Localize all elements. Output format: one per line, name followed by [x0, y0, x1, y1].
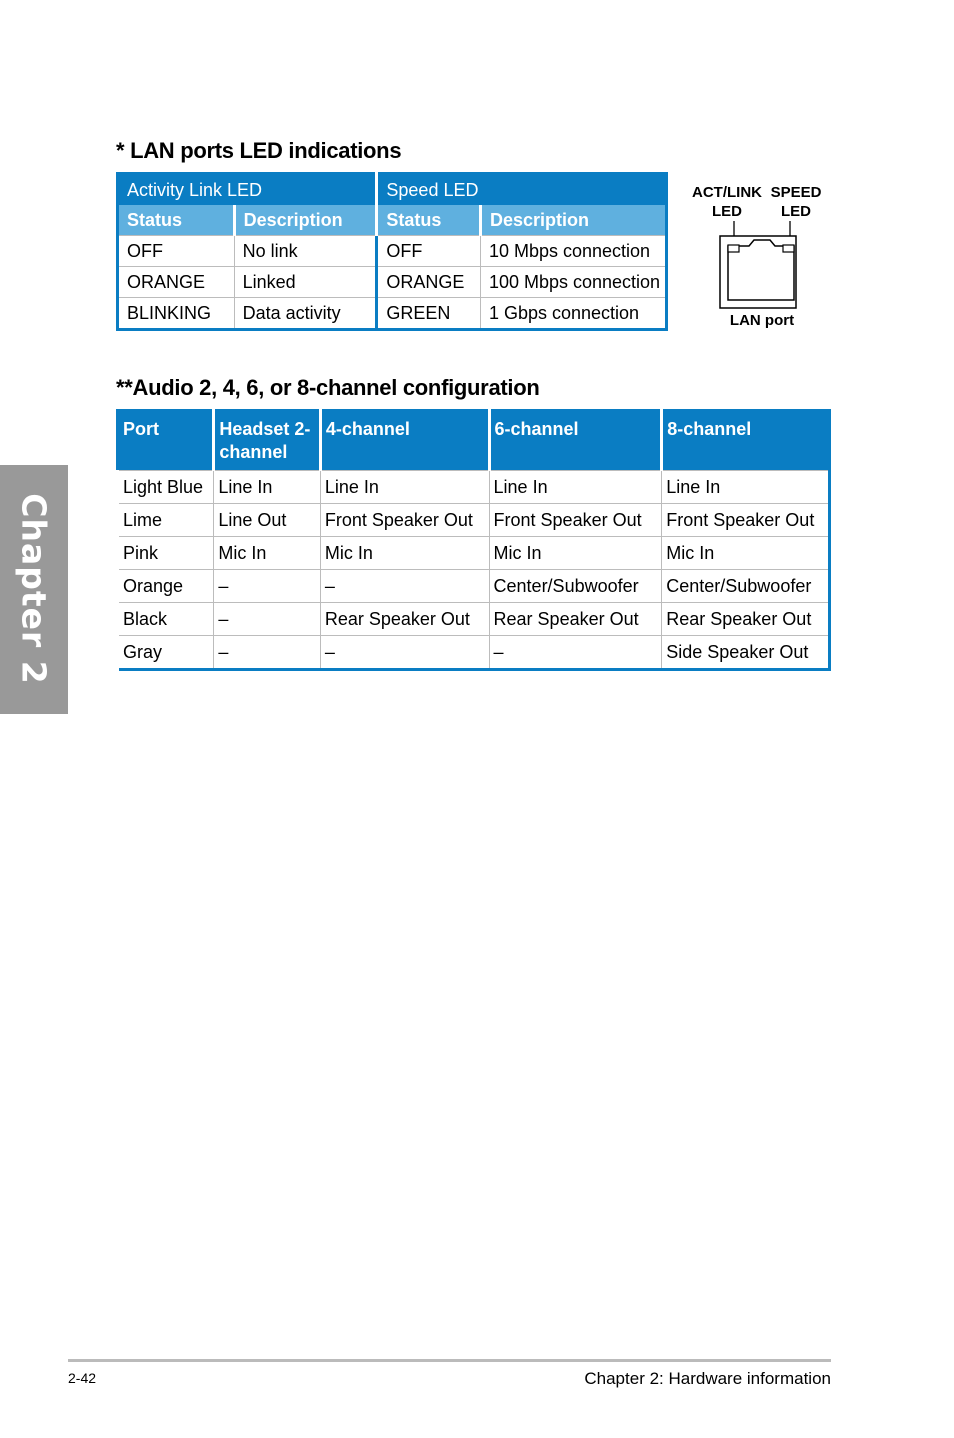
table-cell: ORANGE	[377, 267, 481, 298]
footer-divider	[68, 1359, 831, 1362]
page-number: 2-42	[68, 1370, 97, 1386]
speed-led-label	[768, 184, 824, 220]
table-cell: –	[214, 636, 320, 670]
table-cell: Front Speaker Out	[489, 504, 662, 537]
table-cell: Rear Speaker Out	[320, 603, 489, 636]
table-cell: Black	[118, 603, 214, 636]
table-cell: 100 Mbps connection	[480, 267, 666, 298]
table-cell: Line In	[662, 471, 830, 504]
table-cell: 10 Mbps connection	[480, 236, 666, 267]
audio-header-row	[118, 411, 830, 471]
table-cell: OFF	[118, 236, 235, 267]
audio-col-4ch: 4-channel	[320, 411, 489, 471]
table-cell: –	[214, 570, 320, 603]
table-cell: Rear Speaker Out	[489, 603, 662, 636]
speed-label-line2: LED	[781, 203, 811, 220]
lan-col-description: Description	[234, 205, 377, 236]
table-row	[118, 298, 667, 330]
table-cell: Center/Subwoofer	[489, 570, 662, 603]
table-cell: Mic In	[214, 537, 320, 570]
act-link-label-line1: ACT/LINK	[692, 184, 762, 201]
table-cell: Gray	[118, 636, 214, 670]
table-cell: –	[489, 636, 662, 670]
lan-col-description: Description	[480, 205, 666, 236]
table-cell: –	[214, 603, 320, 636]
table-row	[118, 603, 830, 636]
lan-port-caption: LAN port	[729, 312, 795, 329]
table-cell: Line In	[489, 471, 662, 504]
lan-group-header-row	[118, 174, 667, 206]
act-link-label-line2: LED	[712, 203, 742, 220]
lan-port-icon	[716, 218, 808, 310]
table-row	[118, 570, 830, 603]
act-link-led-label	[690, 184, 764, 220]
chapter-side-tab-label: Chapter 2	[14, 493, 54, 685]
table-cell: Mic In	[320, 537, 489, 570]
audio-section-title: **Audio 2, 4, 6, or 8-channel configuration	[116, 375, 540, 400]
table-row	[118, 471, 830, 504]
table-cell: Line Out	[214, 504, 320, 537]
table-cell: Pink	[118, 537, 214, 570]
table-row	[118, 504, 830, 537]
table-cell: –	[320, 636, 489, 670]
table-cell: 1 Gbps connection	[480, 298, 666, 330]
audio-col-8ch: 8-channel	[662, 411, 830, 471]
table-cell: Data activity	[234, 298, 377, 330]
table-cell: ORANGE	[118, 267, 235, 298]
table-cell: Center/Subwoofer	[662, 570, 830, 603]
table-cell: Front Speaker Out	[662, 504, 830, 537]
table-cell: Mic In	[489, 537, 662, 570]
audio-col-port: Port	[118, 411, 214, 471]
lan-led-table	[116, 172, 668, 331]
lan-col-status: Status	[118, 205, 235, 236]
lan-group-header-speed: Speed LED	[377, 174, 667, 206]
table-cell: Line In	[214, 471, 320, 504]
table-cell: Side Speaker Out	[662, 636, 830, 670]
table-cell: OFF	[377, 236, 481, 267]
lan-column-header-row	[118, 205, 667, 236]
table-cell: GREEN	[377, 298, 481, 330]
table-cell: No link	[234, 236, 377, 267]
table-row	[118, 267, 667, 298]
table-cell: Light Blue	[118, 471, 214, 504]
table-cell: –	[320, 570, 489, 603]
speed-label-line1: SPEED	[770, 184, 822, 201]
table-cell: Linked	[234, 267, 377, 298]
lan-col-status: Status	[377, 205, 481, 236]
table-cell: Line In	[320, 471, 489, 504]
table-row	[118, 636, 830, 670]
chapter-side-tab	[0, 465, 68, 714]
table-row	[118, 236, 667, 267]
footer-chapter-title: Chapter 2: Hardware information	[584, 1369, 831, 1388]
audio-config-table	[116, 409, 831, 671]
table-cell: Rear Speaker Out	[662, 603, 830, 636]
table-cell: Lime	[118, 504, 214, 537]
audio-col-6ch: 6-channel	[489, 411, 662, 471]
lan-section-title: * LAN ports LED indications	[116, 138, 402, 163]
table-cell: BLINKING	[118, 298, 235, 330]
table-cell: Orange	[118, 570, 214, 603]
table-row	[118, 537, 830, 570]
table-cell: Front Speaker Out	[320, 504, 489, 537]
audio-col-headset: Headset 2-channel	[214, 411, 320, 471]
table-cell: Mic In	[662, 537, 830, 570]
lan-group-header-activity: Activity Link LED	[118, 174, 377, 206]
